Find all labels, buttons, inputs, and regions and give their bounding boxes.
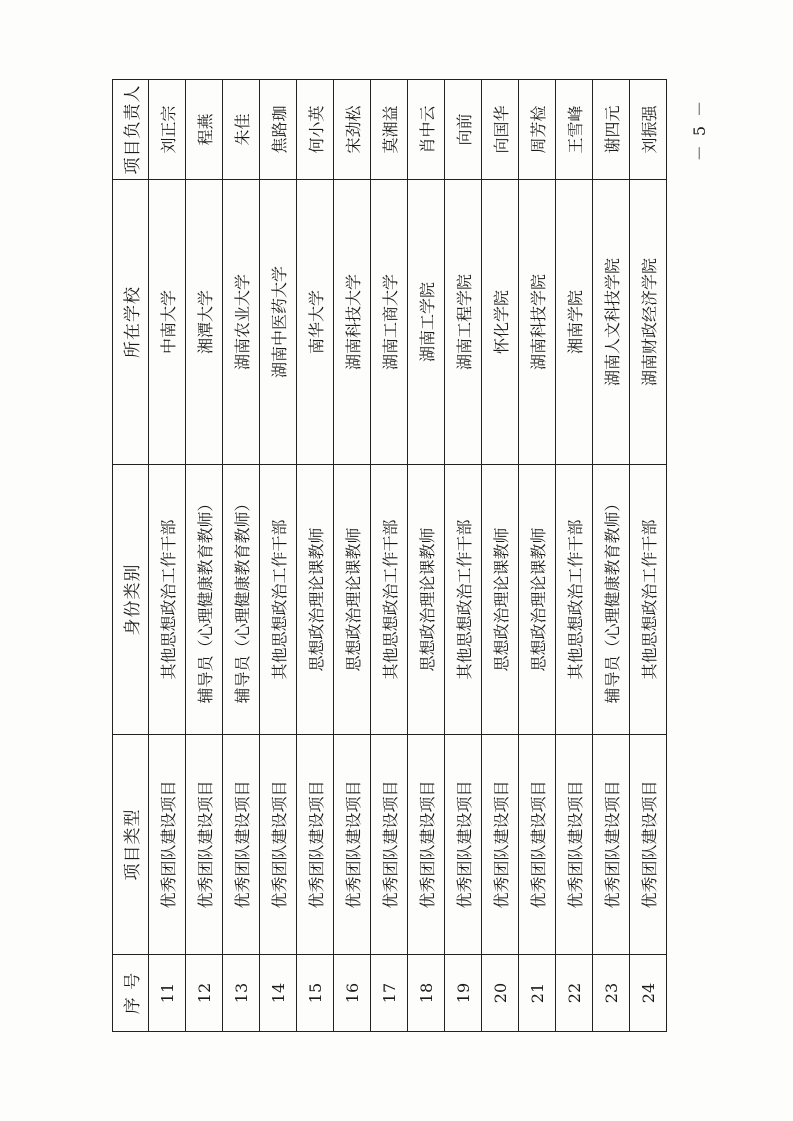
cell-school: 湘南学院 xyxy=(556,180,593,465)
cell-project-type: 优秀团队建设项目 xyxy=(556,735,593,955)
cell-identity-category: 辅导员（心理健康教育教师） xyxy=(223,465,260,735)
cell-school: 湖南科技学院 xyxy=(519,180,556,465)
cell-school: 湖南工学院 xyxy=(408,180,445,465)
table-row xyxy=(149,80,186,1032)
cell-project-type: 优秀团队建设项目 xyxy=(334,735,371,955)
cell-project-leader: 王雪峰 xyxy=(556,80,593,180)
cell-project-leader: 莫湘益 xyxy=(371,80,408,180)
cell-project-type: 优秀团队建设项目 xyxy=(519,735,556,955)
project-table xyxy=(112,79,667,1032)
cell-project-leader: 朱佳 xyxy=(223,80,260,180)
cell-project-type: 优秀团队建设项目 xyxy=(186,735,223,955)
table-row xyxy=(482,80,519,1032)
cell-project-type: 优秀团队建设项目 xyxy=(482,735,519,955)
table-row xyxy=(371,80,408,1032)
header-serial-number: 序 号 xyxy=(113,955,149,1032)
table-row xyxy=(297,80,334,1032)
cell-school: 湖南工程学院 xyxy=(445,180,482,465)
table-row xyxy=(260,80,297,1032)
table-row xyxy=(519,80,556,1032)
cell-school: 湖南工商大学 xyxy=(371,180,408,465)
table-row xyxy=(334,80,371,1032)
table-header-row xyxy=(113,80,149,1032)
cell-serial-number: 19 xyxy=(445,955,482,1032)
cell-school: 湖南农业大学 xyxy=(223,180,260,465)
table-row xyxy=(445,80,482,1032)
cell-serial-number: 24 xyxy=(630,955,667,1032)
cell-serial-number: 23 xyxy=(593,955,630,1032)
cell-project-leader: 刘正宗 xyxy=(149,80,186,180)
cell-serial-number: 15 xyxy=(297,955,334,1032)
cell-school: 中南大学 xyxy=(149,180,186,465)
cell-serial-number: 17 xyxy=(371,955,408,1032)
header-identity-category: 身份类别 xyxy=(113,465,149,735)
cell-serial-number: 21 xyxy=(519,955,556,1032)
cell-project-leader: 程燕 xyxy=(186,80,223,180)
cell-identity-category: 其他思想政治工作干部 xyxy=(371,465,408,735)
cell-school: 南华大学 xyxy=(297,180,334,465)
cell-identity-category: 思想政治理论课教师 xyxy=(408,465,445,735)
cell-project-leader: 向国华 xyxy=(482,80,519,180)
cell-project-leader: 周芳检 xyxy=(519,80,556,180)
cell-school: 湘潭大学 xyxy=(186,180,223,465)
cell-identity-category: 其他思想政治工作干部 xyxy=(149,465,186,735)
table-row xyxy=(630,80,667,1032)
cell-school: 湖南科技大学 xyxy=(334,180,371,465)
cell-school: 湖南财政经济学院 xyxy=(630,180,667,465)
cell-identity-category: 其他思想政治工作干部 xyxy=(556,465,593,735)
cell-serial-number: 20 xyxy=(482,955,519,1032)
table-row xyxy=(408,80,445,1032)
cell-school: 湖南中医药大学 xyxy=(260,180,297,465)
cell-project-type: 优秀团队建设项目 xyxy=(297,735,334,955)
cell-serial-number: 13 xyxy=(223,955,260,1032)
table-row xyxy=(186,80,223,1032)
cell-identity-category: 思想政治理论课教师 xyxy=(519,465,556,735)
cell-project-type: 优秀团队建设项目 xyxy=(149,735,186,955)
cell-school: 怀化学院 xyxy=(482,180,519,465)
cell-project-type: 优秀团队建设项目 xyxy=(630,735,667,955)
header-project-leader: 项目负责人 xyxy=(113,80,149,180)
header-school: 所在学校 xyxy=(113,180,149,465)
cell-project-type: 优秀团队建设项目 xyxy=(445,735,482,955)
table-row xyxy=(223,80,260,1032)
cell-serial-number: 22 xyxy=(556,955,593,1032)
cell-identity-category: 思想政治理论课教师 xyxy=(334,465,371,735)
cell-project-type: 优秀团队建设项目 xyxy=(260,735,297,955)
cell-identity-category: 思想政治理论课教师 xyxy=(297,465,334,735)
cell-project-type: 优秀团队建设项目 xyxy=(593,735,630,955)
header-project-type: 项目类型 xyxy=(113,735,149,955)
cell-project-type: 优秀团队建设项目 xyxy=(223,735,260,955)
cell-identity-category: 其他思想政治工作干部 xyxy=(630,465,667,735)
cell-project-leader: 谢四元 xyxy=(593,80,630,180)
cell-school: 湖南人文科技学院 xyxy=(593,180,630,465)
cell-serial-number: 16 xyxy=(334,955,371,1032)
table-row xyxy=(593,80,630,1032)
project-table-rotated xyxy=(112,80,658,1032)
cell-serial-number: 18 xyxy=(408,955,445,1032)
cell-project-leader: 向前 xyxy=(445,80,482,180)
cell-project-leader: 宋劲松 xyxy=(334,80,371,180)
page-number: － 5 － xyxy=(690,98,709,162)
cell-identity-category: 其他思想政治工作干部 xyxy=(260,465,297,735)
cell-project-leader: 刘振强 xyxy=(630,80,667,180)
cell-identity-category: 思想政治理论课教师 xyxy=(482,465,519,735)
cell-identity-category: 辅导员（心理健康教育教师） xyxy=(186,465,223,735)
cell-project-leader: 何小英 xyxy=(297,80,334,180)
cell-serial-number: 11 xyxy=(149,955,186,1032)
table-row xyxy=(556,80,593,1032)
cell-serial-number: 14 xyxy=(260,955,297,1032)
cell-serial-number: 12 xyxy=(186,955,223,1032)
cell-project-leader: 肖中云 xyxy=(408,80,445,180)
cell-project-type: 优秀团队建设项目 xyxy=(371,735,408,955)
cell-project-type: 优秀团队建设项目 xyxy=(408,735,445,955)
cell-identity-category: 辅导员（心理健康教育教师） xyxy=(593,465,630,735)
cell-identity-category: 其他思想政治工作干部 xyxy=(445,465,482,735)
cell-project-leader: 焦路珈 xyxy=(260,80,297,180)
